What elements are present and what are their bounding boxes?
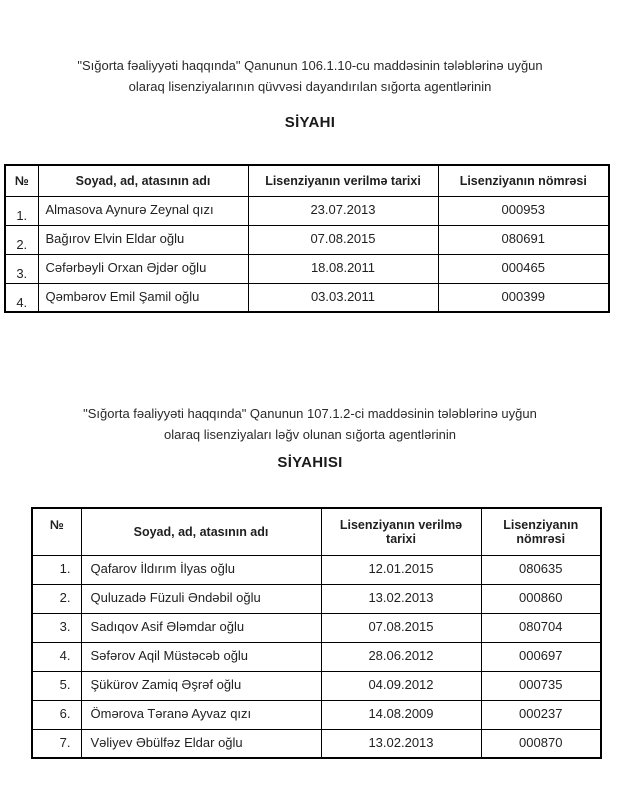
cell-issue-date: 03.03.2011	[248, 283, 438, 312]
cancelled-agents-table	[31, 507, 602, 759]
cell-license-number: 080691	[438, 225, 609, 254]
table1-header-name: Soyad, ad, atasının adı	[38, 165, 248, 196]
cell-issue-date: 07.08.2015	[321, 613, 481, 642]
table-row	[5, 196, 609, 225]
cell-issue-date: 23.07.2013	[248, 196, 438, 225]
cell-name: Bağırov Elvin Eldar oğlu	[38, 225, 248, 254]
cell-no: 2.	[5, 225, 38, 254]
table-row	[5, 225, 609, 254]
cell-name: Sadıqov Asif Ələmdar oğlu	[81, 613, 321, 642]
table2-header-no: №	[32, 508, 81, 555]
cell-license-number: 080704	[481, 613, 601, 642]
cell-no: 1.	[5, 196, 38, 225]
cell-license-number: 000860	[481, 584, 601, 613]
cell-name: Şükürov Zamiq Əşrəf oğlu	[81, 671, 321, 700]
cell-issue-date: 07.08.2015	[248, 225, 438, 254]
table-row	[5, 254, 609, 283]
table2-header-issue-date: Lisenziyanın verilmə tarixi	[321, 508, 481, 555]
table1-header-row	[5, 165, 609, 196]
table-row	[5, 283, 609, 312]
cell-name: Ömərova Təranə Ayvaz qızı	[81, 700, 321, 729]
cell-issue-date: 13.02.2013	[321, 729, 481, 758]
table2-header-name: Soyad, ad, atasının adı	[81, 508, 321, 555]
cell-name: Vəliyev Əbülfəz Eldar oğlu	[81, 729, 321, 758]
cell-name: Səfərov Aqil Müstəcəb oğlu	[81, 642, 321, 671]
section1-title-line-2: olaraq lisenziyalarının qüvvəsi dayandırılan sığorta agentlərinin	[128, 79, 492, 94]
table-row	[32, 700, 601, 729]
cell-issue-date: 13.02.2013	[321, 584, 481, 613]
table-row	[32, 671, 601, 700]
cell-license-number: 000465	[438, 254, 609, 283]
cell-name: Quluzadə Füzuli Əndəbil oğlu	[81, 584, 321, 613]
cell-issue-date: 14.08.2009	[321, 700, 481, 729]
cell-name: Qafarov İldırım İlyas oğlu	[81, 555, 321, 584]
table2-header-row	[32, 508, 601, 555]
cell-issue-date: 04.09.2012	[321, 671, 481, 700]
table1-header-issue-date: Lisenziyanın verilmə tarixi	[248, 165, 438, 196]
cell-issue-date: 18.08.2011	[248, 254, 438, 283]
cell-issue-date: 12.01.2015	[321, 555, 481, 584]
table-row	[32, 584, 601, 613]
cell-license-number: 000697	[481, 642, 601, 671]
suspended-agents-table	[4, 164, 610, 313]
cell-name: Cəfərbəyli Orxan Əjdər oğlu	[38, 254, 248, 283]
cell-no: 4.	[5, 283, 38, 312]
cell-license-number: 000870	[481, 729, 601, 758]
cell-no: 6.	[32, 700, 81, 729]
cell-license-number: 000399	[438, 283, 609, 312]
cell-no: 3.	[5, 254, 38, 283]
cell-no: 2.	[32, 584, 81, 613]
section2-list-heading: SİYAHISI	[277, 454, 343, 471]
section2-title-line-2: olaraq lisenziyaları ləğv olunan sığorta agentlərinin	[164, 427, 456, 442]
cell-issue-date: 28.06.2012	[321, 642, 481, 671]
section1-list-heading: SİYAHI	[284, 114, 336, 131]
cell-name: Almasova Aynurə Zeynal qızı	[38, 196, 248, 225]
table-row	[32, 642, 601, 671]
section2-title-line-1: "Sığorta fəaliyyəti haqqında" Qanunun 107.1.2-ci maddəsinin tələblərinə uyğun	[83, 406, 537, 421]
table1-header-license-number: Lisenziyanın nömrəsi	[438, 165, 609, 196]
section2-title	[0, 403, 620, 445]
table1-header-no: №	[5, 165, 38, 196]
cell-license-number: 000237	[481, 700, 601, 729]
cell-no: 4.	[32, 642, 81, 671]
cell-no: 1.	[32, 555, 81, 584]
table-row	[32, 613, 601, 642]
section1-title-line-1: "Sığorta fəaliyyəti haqqında" Qanunun 106.1.10-cu maddəsinin tələblərinə uyğun	[77, 58, 543, 73]
cell-license-number: 000735	[481, 671, 601, 700]
cell-name: Qəmbərov Emil Şamil oğlu	[38, 283, 248, 312]
cell-license-number: 000953	[438, 196, 609, 225]
table-row	[32, 555, 601, 584]
table-row	[32, 729, 601, 758]
cell-license-number: 080635	[481, 555, 601, 584]
cell-no: 7.	[32, 729, 81, 758]
table2-header-license-number: Lisenziyanın nömrəsi	[481, 508, 601, 555]
section1-title	[0, 55, 620, 97]
cell-no: 3.	[32, 613, 81, 642]
cell-no: 5.	[32, 671, 81, 700]
